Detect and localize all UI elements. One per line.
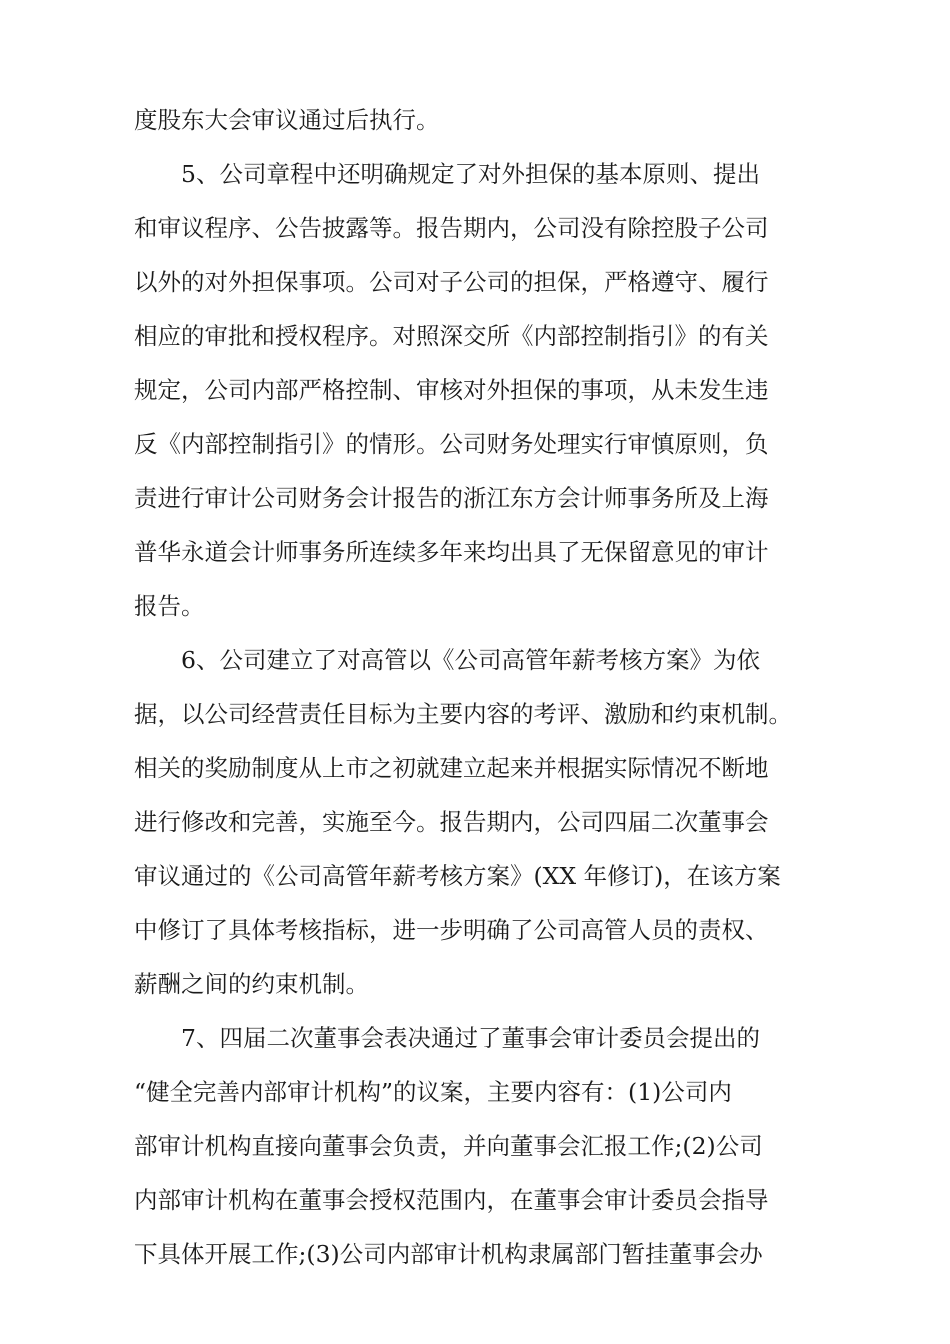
text-line: 薪酬之间的约束机制。 bbox=[134, 970, 369, 998]
text-line: 6、公司建立了对高管以《公司高管年薪考核方案》为依 bbox=[181, 646, 760, 674]
text-line: 报告。 bbox=[134, 592, 205, 620]
text-line: 中修订了具体考核指标，进一步明确了公司高管人员的责权、 bbox=[134, 916, 769, 944]
text-line: 相应的审批和授权程序。对照深交所《内部控制指引》的有关 bbox=[134, 322, 769, 350]
text-line: 和审议程序、公告披露等。报告期内，公司没有除控股子公司 bbox=[134, 214, 769, 242]
document-body bbox=[134, 93, 834, 1281]
text-line: 7、四届二次董事会表决通过了董事会审计委员会提出的 bbox=[181, 1024, 760, 1052]
text-line: 据，以公司经营责任目标为主要内容的考评、激励和约束机制。 bbox=[134, 700, 792, 728]
text-line: 普华永道会计师事务所连续多年来均出具了无保留意见的审计 bbox=[134, 538, 769, 566]
text-line: “健全完善内部审计机构”的议案，主要内容有：(1)公司内 bbox=[134, 1078, 732, 1106]
text-line: 责进行审计公司财务会计报告的浙江东方会计师事务所及上海 bbox=[134, 484, 769, 512]
text-line: 部审计机构直接向董事会负责，并向董事会汇报工作;(2)公司 bbox=[134, 1132, 763, 1160]
text-line: 规定，公司内部严格控制、审核对外担保的事项，从未发生违 bbox=[134, 376, 769, 404]
text-line: 反《内部控制指引》的情形。公司财务处理实行审慎原则，负 bbox=[134, 430, 769, 458]
text-line: 下具体开展工作;(3)公司内部审计机构隶属部门暂挂董事会办 bbox=[134, 1240, 763, 1268]
text-line: 审议通过的《公司高管年薪考核方案》(XX 年修订)，在该方案 bbox=[134, 862, 781, 890]
text-line: 进行修改和完善，实施至今。报告期内，公司四届二次董事会 bbox=[134, 808, 769, 836]
text-line: 内部审计机构在董事会授权范围内，在董事会审计委员会指导 bbox=[134, 1186, 769, 1214]
text-line: 度股东大会审议通过后执行。 bbox=[134, 106, 440, 134]
text-line: 5、公司章程中还明确规定了对外担保的基本原则、提出 bbox=[181, 160, 760, 188]
text-line: 以外的对外担保事项。公司对子公司的担保，严格遵守、履行 bbox=[134, 268, 769, 296]
text-line: 相关的奖励制度从上市之初就建立起来并根据实际情况不断地 bbox=[134, 754, 769, 782]
